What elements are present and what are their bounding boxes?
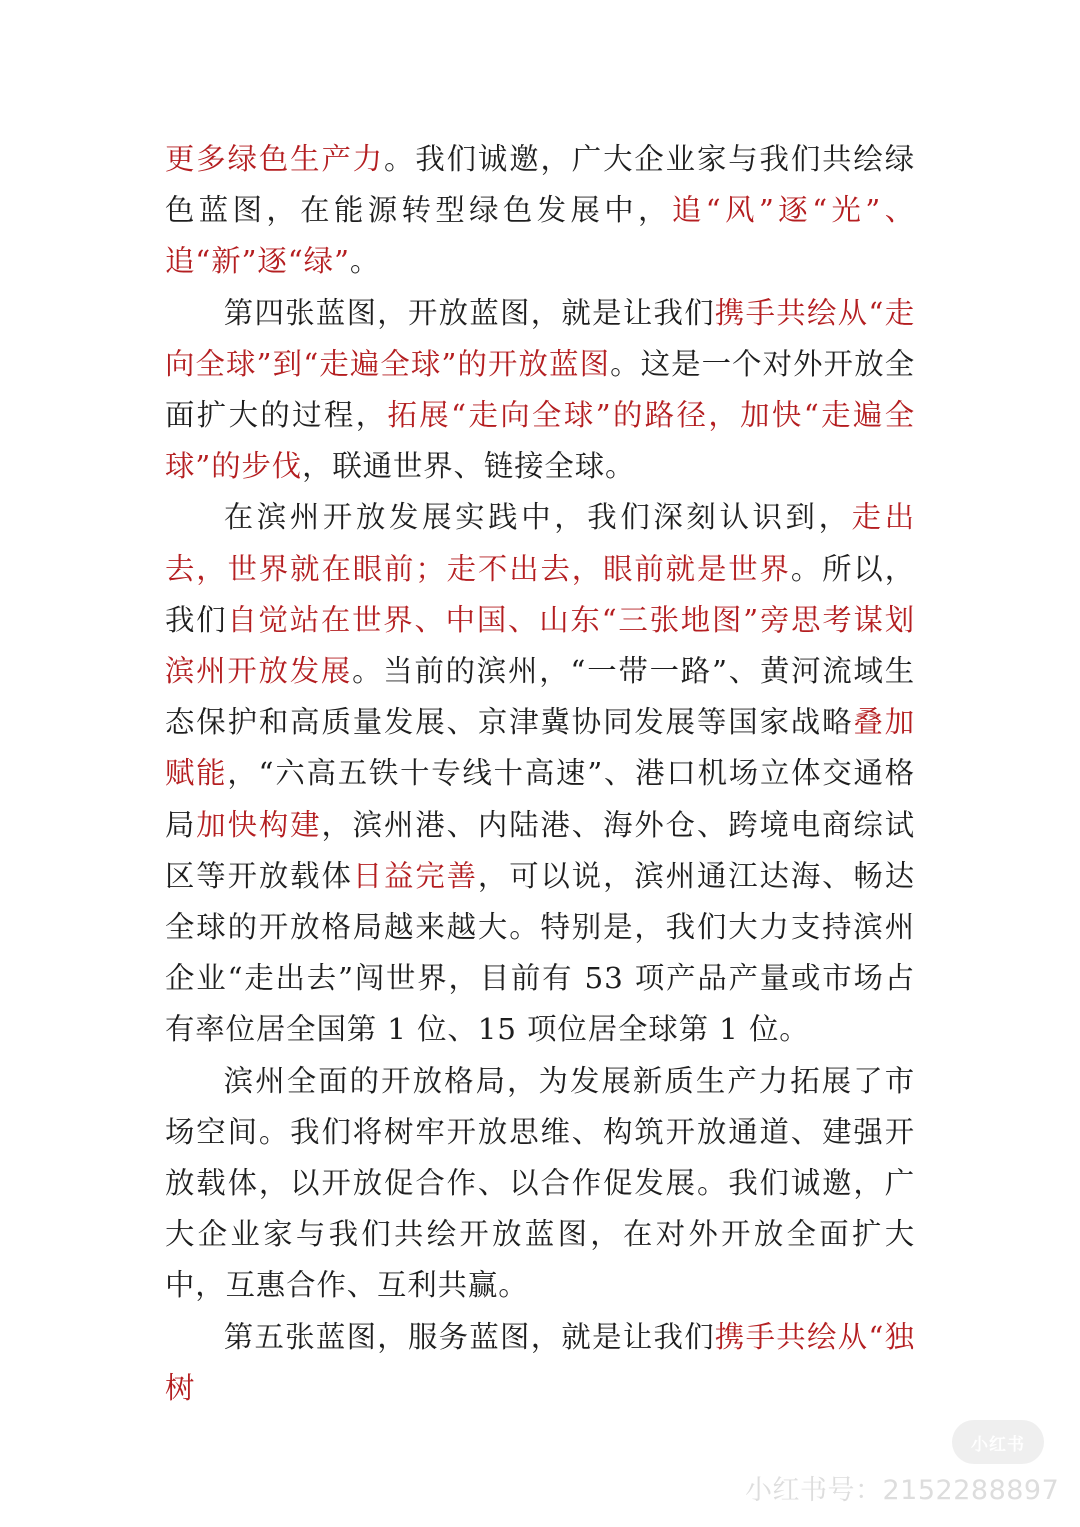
highlight-text: 日益完善 — [352, 858, 478, 893]
xiaohongshu-watermark-badge: 小红书 — [952, 1420, 1044, 1464]
body-text: ，可以说，滨州通江达海、畅达全球的开放格局越来越大。特别是，我们大力支持滨州企业“走出去”闯世界，目前有 53 项产品产量或市场占有率位居全国第 1 位、15 项位居全球第 1 位。 — [165, 858, 915, 1047]
body-text: 。我们诚邀，广大企业家与我们共绘绿色蓝图，在能源转型绿色发展中， — [165, 142, 915, 228]
document-body — [165, 134, 915, 1414]
body-text: 在滨州开放发展实践中，我们深刻认识到， — [223, 500, 852, 535]
paragraph-binzhou-practice — [165, 492, 915, 1055]
highlight-text: 追“风”逐“光”、追“新”逐“绿” — [165, 193, 916, 279]
body-text: ，联通世界、链接全球。 — [302, 449, 636, 484]
body-text: 。所以，我们 — [165, 551, 915, 637]
highlight-text: 加快构建 — [196, 807, 322, 842]
highlight-text: 拓展“走向全球”的路径，加快“走遍全球”的步伐 — [165, 398, 915, 484]
body-text: ，“六高五铁十专线十高速”、港口机场立体交通格局 — [165, 756, 915, 842]
paragraph-open-blueprint — [165, 288, 915, 493]
highlight-text: 更多绿色生产力 — [165, 142, 385, 176]
highlight-text: 携手共绘从“走向全球”到“走遍全球”的开放蓝图 — [165, 295, 915, 381]
xiaohongshu-id-watermark: 小红书号：2152288897 — [745, 1475, 1060, 1506]
body-text: ，滨州港、内陆港、海外仓、跨境电商综试区等开放载体 — [165, 807, 915, 893]
body-text: 。 — [349, 244, 381, 279]
body-text: 滨州全面的开放格局，为发展新质生产力拓展了市场空间。我们将树牢开放思维、构筑开放通道、建强开放载体，以开放促合作、以合作促发展。我们诚邀，广大企业家与我们共绘开放蓝图，在对外开放全面扩大中，互惠合作、互利共赢。 — [165, 1063, 915, 1303]
body-text: 第四张蓝图，开放蓝图，就是让我们 — [223, 295, 715, 330]
paragraph-open-pattern — [165, 1056, 915, 1312]
highlight-text: 携手共绘从“独树 — [165, 1319, 915, 1405]
highlight-text: 自觉站在世界、中国、山东“三张地图”旁思考谋划滨州开放发展 — [165, 602, 915, 689]
body-text: 。当前的滨州，“一带一路”、黄河流域生态保护和高质量发展、京津冀协同发展等国家战略 — [165, 654, 915, 740]
body-text: 。这是一个对外开放全面扩大的过程， — [165, 346, 915, 433]
body-text: 第五张蓝图，服务蓝图，就是让我们 — [223, 1319, 715, 1354]
highlight-text: 叠加赋能 — [165, 705, 915, 791]
paragraph-green-blueprint-end — [165, 134, 915, 288]
highlight-text: 走出去，世界就在眼前；走不出去，眼前就是世界 — [165, 500, 915, 586]
paragraph-service-blueprint — [165, 1312, 915, 1414]
